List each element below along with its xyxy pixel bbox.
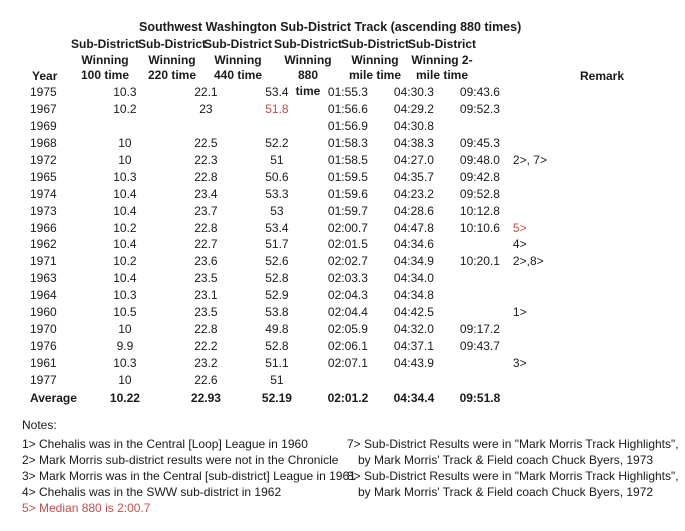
cell-t440: 52.2 [265, 136, 289, 151]
table-row [30, 270, 573, 287]
cell-year: 1976 [30, 338, 57, 353]
average-t100: 10.22 [109, 391, 140, 406]
header-440-line1: Sub-District [203, 37, 272, 51]
cell-mile [381, 371, 447, 388]
cell-two-mile: 09:43.7 [459, 338, 500, 353]
cell-mile: 04:43.9 [393, 355, 434, 370]
header-remark: Remark [580, 69, 625, 83]
cell-mile: 04:30.3 [393, 85, 434, 100]
cell-remark [513, 287, 573, 304]
cell-t880: 01:58.3 [327, 136, 368, 151]
table-row [30, 236, 573, 253]
cell-t100: 10.5 [113, 305, 137, 320]
cell-t220: 22.3 [194, 153, 218, 167]
cell-t440 [239, 118, 315, 135]
cell-t880: 02:04.3 [327, 288, 368, 303]
note-8-continued: by Mark Morris' Track & Field coach Chuck Byers, 1972 [358, 485, 654, 499]
table-row [30, 337, 573, 354]
header-220-line2: Winning [148, 52, 196, 67]
cell-t100: 10.3 [113, 355, 137, 370]
cell-t220 [173, 118, 239, 135]
header-100-line1: Sub-District [70, 37, 139, 51]
note-7-continued: by Mark Morris' Track & Field coach Chuck Byers, 1973 [358, 453, 654, 467]
cell-t220: 22.2 [194, 338, 218, 353]
cell-remark [513, 270, 573, 287]
cell-remark: 1> [512, 305, 527, 320]
cell-two-mile: 10:12.8 [459, 203, 500, 218]
cell-t880: 02:06.1 [327, 338, 368, 353]
cell-t440: 49.8 [265, 321, 289, 336]
cell-mile: 04:27.0 [393, 153, 434, 167]
cell-t100 [77, 118, 173, 135]
header-220-line3: 220 time [147, 68, 197, 82]
average-mile: 04:34.4 [393, 391, 435, 406]
cell-mile: 04:37.1 [393, 338, 434, 353]
cell-t880: 02:07.1 [327, 355, 368, 370]
cell-t100: 10 [118, 136, 132, 151]
table-row [30, 152, 573, 169]
cell-remark: 4> [512, 237, 527, 252]
cell-two-mile: 09:45.3 [459, 136, 500, 151]
average-t440: 52.19 [261, 391, 292, 406]
results-table [30, 84, 573, 407]
cell-remark [513, 101, 573, 118]
cell-t880: 01:55.3 [327, 85, 368, 100]
header-100-line3: 100 time [80, 68, 130, 82]
cell-year: 1971 [30, 254, 57, 269]
cell-two-mile: 09:52.8 [459, 186, 500, 201]
cell-t880: 02:05.9 [327, 321, 368, 336]
cell-year: 1975 [30, 85, 57, 100]
cell-t100: 10 [118, 372, 132, 387]
cell-mile: 04:30.8 [393, 119, 434, 134]
cell-t440: 51 [270, 153, 284, 167]
table-row [30, 135, 573, 152]
header-220 [137, 37, 207, 85]
cell-t220: 22.8 [194, 220, 218, 235]
note-1: 1> Chehalis was in the Central [Loop] League in 1960 [22, 437, 308, 451]
header-880-line3: time [295, 83, 321, 98]
cell-remark [513, 168, 573, 185]
cell-t220: 22.1 [194, 85, 218, 100]
cell-t440: 51.7 [265, 237, 289, 252]
cell-t100: 10.4 [113, 186, 137, 201]
cell-t220: 23.6 [194, 254, 218, 269]
cell-year: 1969 [30, 119, 57, 134]
cell-mile: 04:47.8 [393, 220, 434, 235]
cell-year: 1973 [30, 203, 57, 218]
header-year: Year [32, 69, 58, 83]
cell-year: 1970 [30, 321, 57, 336]
cell-mile: 04:42.5 [393, 305, 434, 320]
note-5: 5> Median 880 is 2:00.7 [22, 501, 151, 515]
cell-year: 1964 [30, 288, 57, 303]
table-row [30, 320, 573, 337]
cell-mile: 04:38.3 [393, 136, 434, 151]
cell-t100: 10.2 [113, 102, 137, 117]
cell-year: 1965 [30, 169, 57, 184]
cell-t880: 01:59.5 [327, 169, 368, 184]
cell-remark [513, 135, 573, 152]
note-4: 4> Chehalis was in the SWW sub-district in 1962 [22, 485, 282, 499]
header-mile-line2: Winning [351, 52, 399, 67]
cell-t100: 10.4 [113, 271, 137, 286]
table-row [30, 84, 573, 101]
cell-two-mile [447, 354, 513, 371]
cell-t100: 10 [118, 321, 132, 336]
cell-t880: 02:02.7 [327, 254, 368, 269]
cell-remark [513, 202, 573, 219]
results-table-body [30, 84, 573, 407]
cell-t220: 23.7 [194, 203, 218, 218]
cell-t440: 52.9 [265, 288, 289, 303]
cell-t220: 23.2 [194, 355, 218, 370]
cell-two-mile: 10:20.1 [459, 254, 500, 269]
note-2: 2> Mark Morris sub-district results were not in the Chronicle [22, 453, 339, 467]
cell-remark [513, 185, 573, 202]
cell-t220: 23.1 [194, 288, 218, 303]
header-mile-line3: mile time [348, 68, 402, 82]
cell-t440: 50.6 [265, 169, 289, 184]
cell-t440: 51.1 [265, 355, 289, 370]
cell-two-mile: 09:48.0 [459, 153, 500, 167]
header-440-line2: Winning [214, 52, 262, 67]
table-row [30, 253, 573, 270]
cell-two-mile [447, 270, 513, 287]
cell-remark [513, 337, 573, 354]
average-t880: 02:01.2 [327, 391, 369, 406]
header-100-line2: Winning [81, 52, 129, 67]
header-mile-line1: Sub-District [340, 37, 409, 51]
notes-left-column [22, 436, 356, 516]
cell-t220: 22.7 [194, 237, 218, 252]
cell-t880: 01:59.6 [327, 186, 368, 201]
cell-t880: 02:03.3 [327, 271, 368, 286]
cell-t440: 52.8 [265, 271, 289, 286]
cell-t100: 10.4 [113, 203, 137, 218]
cell-mile: 04:34.8 [393, 288, 434, 303]
cell-t880: 01:56.9 [327, 119, 368, 134]
cell-two-mile: 10:10.6 [459, 220, 500, 235]
cell-year: 1960 [30, 305, 57, 320]
cell-t100: 10.3 [113, 169, 137, 184]
cell-mile: 04:28.6 [393, 203, 434, 218]
cell-two-mile: 09:43.6 [459, 85, 500, 100]
cell-year: 1966 [30, 220, 57, 235]
cell-remark: 5> [512, 220, 527, 235]
cell-year: 1961 [30, 355, 57, 370]
header-440-line3: 440 time [213, 68, 263, 82]
cell-mile: 04:34.0 [393, 271, 434, 286]
cell-t220: 23.4 [194, 186, 218, 201]
table-row [30, 219, 573, 236]
table-row [30, 202, 573, 219]
cell-t880: 01:56.6 [327, 102, 368, 117]
cell-year: 1967 [30, 102, 57, 117]
cell-year: 1962 [30, 237, 57, 252]
cell-t220: 22.8 [194, 169, 218, 184]
cell-t220: 23 [199, 102, 213, 117]
header-220-line1: Sub-District [137, 37, 206, 51]
cell-t440: 53.4 [265, 220, 289, 235]
cell-mile: 04:34.6 [393, 237, 434, 252]
table-row [30, 354, 573, 371]
cell-year: 1977 [30, 372, 57, 387]
cell-two-mile: 09:52.3 [459, 102, 500, 117]
cell-t440: 52.6 [265, 254, 289, 269]
table-row [30, 371, 573, 388]
average-row [30, 388, 573, 407]
header-2mile-line1: Sub-District [407, 37, 476, 51]
cell-t440: 52.8 [265, 338, 289, 353]
header-880-line2: Winning 880 [284, 52, 332, 82]
cell-t100: 10 [118, 153, 132, 167]
cell-t880: 01:59.7 [327, 203, 368, 218]
cell-remark [513, 320, 573, 337]
cell-t440: 53 [270, 203, 284, 218]
cell-two-mile [447, 371, 513, 388]
cell-remark: 2>,8> [512, 254, 544, 269]
average-t220: 22.93 [190, 391, 221, 406]
cell-t880 [315, 371, 381, 388]
table-row [30, 304, 573, 321]
cell-remark [513, 371, 573, 388]
cell-two-mile [447, 304, 513, 321]
cell-remark [513, 84, 573, 101]
table-row [30, 185, 573, 202]
note-8: 8> Sub-District Results were in "Mark Morris Track Highlights", [347, 469, 679, 483]
cell-year: 1974 [30, 186, 57, 201]
cell-mile: 04:35.7 [393, 169, 434, 184]
cell-two-mile [447, 118, 513, 135]
header-2mile-line3: mile time [415, 68, 469, 82]
cell-t880: 02:04.4 [327, 305, 368, 320]
cell-t100: 9.9 [116, 338, 134, 353]
cell-remark [513, 118, 573, 135]
cell-t440: 51.8 [265, 102, 289, 117]
cell-mile: 04:23.2 [393, 186, 434, 201]
cell-remark: 3> [512, 355, 527, 370]
cell-t100: 10.2 [113, 254, 137, 269]
cell-two-mile [447, 236, 513, 253]
cell-mile: 04:34.9 [393, 254, 434, 269]
cell-mile: 04:29.2 [393, 102, 434, 117]
table-row [30, 168, 573, 185]
cell-year: 1968 [30, 136, 57, 151]
cell-mile: 04:32.0 [393, 321, 434, 336]
cell-t880: 02:00.7 [327, 220, 368, 235]
table-row [30, 101, 573, 118]
cell-t440: 53.3 [265, 186, 289, 201]
header-100 [70, 37, 140, 85]
cell-year: 1963 [30, 271, 57, 286]
average-remark [513, 388, 573, 407]
cell-t220: 23.5 [194, 271, 218, 286]
cell-remark: 2>, 7> [512, 153, 547, 167]
cell-t100: 10.4 [113, 237, 137, 252]
cell-two-mile [447, 287, 513, 304]
cell-t100: 10.3 [113, 288, 137, 303]
notes-right-column [347, 436, 679, 500]
cell-t220: 22.5 [194, 136, 218, 151]
page-title: Southwest Washington Sub-District Track (ascending 880 times) [139, 20, 522, 34]
header-mile [340, 37, 410, 85]
cell-t100: 10.2 [113, 220, 137, 235]
header-880-line1: Sub-District [273, 37, 342, 51]
cell-year: 1972 [30, 153, 57, 167]
header-2mile [407, 37, 477, 85]
cell-t440: 53.8 [265, 305, 289, 320]
cell-t880: 01:58.5 [327, 153, 368, 167]
cell-t220: 22.8 [194, 321, 218, 336]
cell-two-mile: 09:42.8 [459, 169, 500, 184]
notes-title: Notes: [22, 418, 57, 432]
cell-t440: 53.4 [265, 85, 289, 100]
note-3: 3> Mark Morris was in the Central [sub-district] League in 1961 [22, 469, 356, 483]
cell-t880: 02:01.5 [327, 237, 368, 252]
cell-t100: 10.3 [113, 85, 137, 100]
header-440 [203, 37, 273, 85]
table-row [30, 287, 573, 304]
header-2mile-line2: Winning 2- [411, 52, 473, 67]
cell-t440: 51 [270, 372, 284, 387]
table-row [30, 118, 573, 135]
average-label: Average [30, 391, 77, 406]
cell-t220: 22.6 [194, 372, 218, 387]
average-two-mile: 09:51.8 [459, 391, 501, 406]
cell-two-mile: 09:17.2 [459, 321, 500, 336]
note-7: 7> Sub-District Results were in "Mark Morris Track Highlights", [347, 437, 679, 451]
cell-t220: 23.5 [194, 305, 218, 320]
